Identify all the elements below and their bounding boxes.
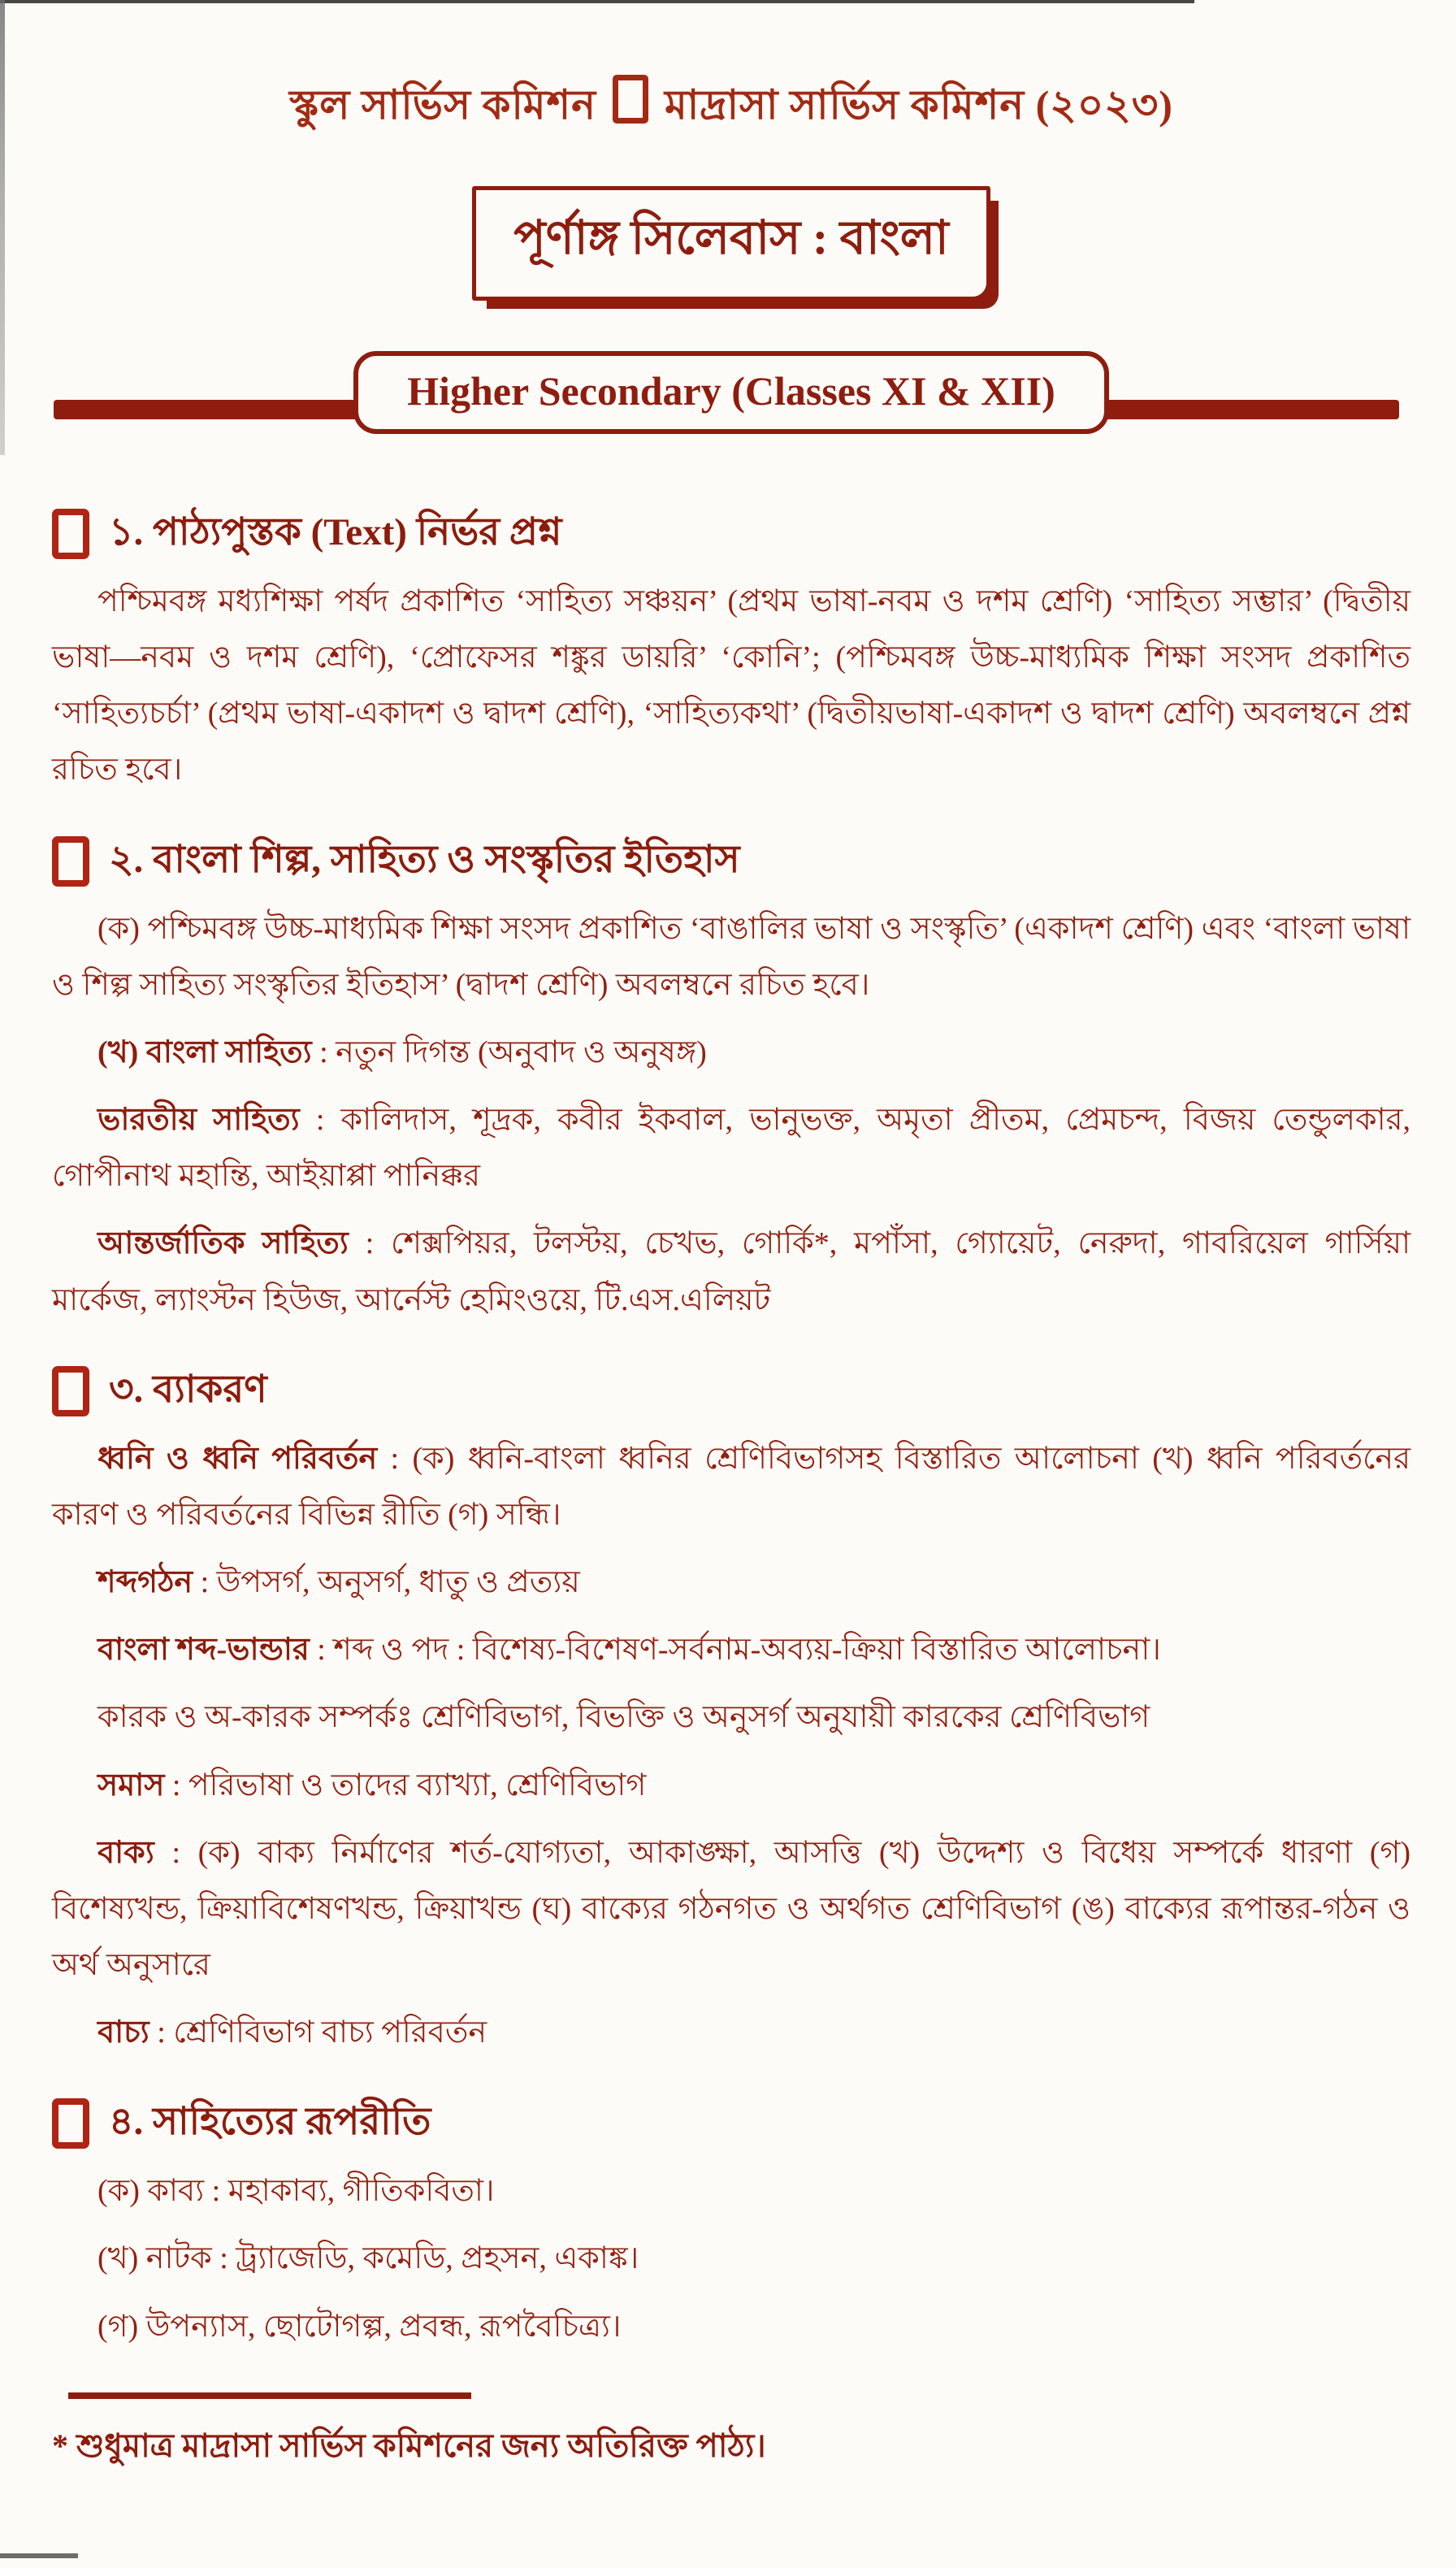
level-banner bbox=[353, 351, 1109, 434]
paragraph-text: কারক ও অ-কারক সম্পর্কঃ শ্রেণিবিভাগ, বিভক্তি ও অনুসর্গ অনুযায়ী কারকের শ্রেণিবিভাগ bbox=[98, 1700, 1150, 1735]
paragraph bbox=[52, 2163, 1410, 2219]
paragraph-text: : পরিভাষা ও তাদের ব্যাখ্যা, শ্রেণিবিভাগ bbox=[164, 1768, 647, 1802]
section-bullet-icon bbox=[52, 836, 89, 887]
paragraph-text: : (ক) বাক্য নির্মাণের শর্ত-যোগ্যতা, আকাঙ্ক্ষা, আসত্তি (খ) উদ্দেশ্য ও বিধেয় সম্পর্কে ধারণা (গ) বিশেষ্যখন্ড, ক্রিয়াবিশেষণখন্ড, ক্রিয়াখন্ড (ঘ) বাক্যের গঠনগত ও অর্থগত শ্রেণিবিভাগ (ঙ) বাক্যের রূপান্তর-গঠন ও অর্থ অনুসারে bbox=[52, 1835, 1410, 1982]
level-banner-label: Higher Secondary (Classes XI & XII) bbox=[407, 368, 1055, 414]
paragraph-text: : (ক) ধ্বনি-বাংলা ধ্বনির শ্রেণিবিভাগসহ বিস্তারিত আলোচনা (খ) ধ্বনি পরিবর্তনের কারণ ও পরিবর্তনের বিভিন্ন রীতি (গ) সন্ধি। bbox=[52, 1441, 1410, 1532]
paragraph bbox=[52, 1690, 1410, 1746]
paragraph bbox=[52, 2231, 1410, 2287]
section-heading bbox=[52, 830, 1410, 893]
paragraph-lead: বাংলা শব্দ-ভান্ডার bbox=[98, 1633, 310, 1668]
section-heading-label: ২. বাংলা শিল্প, সাহিত্য ও সংস্কৃতির ইতিহাস bbox=[109, 838, 740, 881]
paragraph-lead: সমাস bbox=[98, 1768, 165, 1802]
section-bullet-icon bbox=[52, 2098, 89, 2149]
scan-edge-top bbox=[0, 0, 1194, 3]
paragraph-text: : নতুন দিগন্ত (অনুবাদ ও অনুষঙ্গ) bbox=[311, 1035, 707, 1069]
paragraph-text: (খ) নাটক : ট্র্যাজেডি, কমেডি, প্রহসন, একাঙ্ক। bbox=[98, 2241, 639, 2276]
title-text-left: স্কুল সার্ভিস কমিশন bbox=[289, 82, 596, 128]
paragraph-text: : উপসর্গ, অনুসর্গ, ধাতু ও প্রত্যয় bbox=[193, 1565, 580, 1600]
paragraph bbox=[52, 1431, 1410, 1543]
square-bullet-icon bbox=[613, 75, 648, 124]
section bbox=[52, 502, 1410, 799]
footnote-text: * শুধুমাত্র মাদ্রাসা সার্ভিস কমিশনের জন্য অতিরিক্ত পাঠ্য। bbox=[52, 2427, 766, 2464]
scan-mark-bottom bbox=[0, 2553, 78, 2558]
paragraph-lead: (খ) বাংলা সাহিত্য bbox=[98, 1035, 312, 1069]
section-paragraphs bbox=[52, 901, 1410, 1329]
paragraph bbox=[52, 2299, 1410, 2355]
title-text-right: মাদ্রাসা সার্ভিস কমিশন (২০২৩) bbox=[664, 82, 1173, 128]
paragraph-lead: ভারতীয় সাহিত্য bbox=[98, 1103, 300, 1138]
section-heading-label: ৩. ব্যাকরণ bbox=[109, 1368, 267, 1411]
footnote-rule bbox=[68, 2392, 471, 2399]
paragraph bbox=[52, 574, 1410, 799]
paragraph-lead: বাক্য bbox=[98, 1835, 154, 1870]
section-bullet-icon bbox=[52, 509, 89, 559]
paragraph bbox=[52, 1622, 1410, 1678]
paragraph bbox=[52, 1555, 1410, 1611]
section-paragraphs bbox=[52, 2163, 1410, 2354]
paragraph bbox=[52, 1092, 1410, 1204]
paragraph-text: : কালিদাস, শূদ্রক, কবীর ইকবাল, ভানুভক্ত, অমৃতা প্রীতম, প্রেমচন্দ, বিজয় তেন্ডুলকার, গোপীনাথ মহান্তি, আইয়াপ্পা পানিক্কর bbox=[52, 1103, 1410, 1194]
section-heading bbox=[52, 1360, 1410, 1423]
section bbox=[52, 830, 1410, 1329]
paragraph bbox=[52, 2005, 1410, 2061]
paragraph bbox=[52, 901, 1410, 1013]
paragraph bbox=[52, 1825, 1410, 1993]
section-heading-label: ৪. সাহিত্যের রূপরীতি bbox=[109, 2101, 431, 2144]
section bbox=[52, 2092, 1410, 2354]
footnote-block bbox=[52, 2392, 1410, 2475]
syllabus-title-box bbox=[472, 186, 990, 301]
paragraph-text: (ক) পশ্চিমবঙ্গ উচ্চ-মাধ্যমিক শিক্ষা সংসদ প্রকাশিত ‘বাঙালির ভাষা ও সংস্কৃতি’ (একাদশ শ্রেণি) এবং ‘বাংলা ভাষা ও শিল্প সাহিত্য সংস্কৃতির ইতিহাস’ (দ্বাদশ শ্রেণি) অবলম্বনে রচিত হবে। bbox=[52, 911, 1410, 1002]
page-title bbox=[52, 75, 1410, 142]
paragraph bbox=[52, 1216, 1410, 1328]
paragraph-text: পশ্চিমবঙ্গ মধ্যশিক্ষা পর্ষদ প্রকাশিত ‘সাহিত্য সঞ্চয়ন’ (প্রথম ভাষা-নবম ও দশম শ্রেণি) ‘সাহিত্য সম্ভার’ (দ্বিতীয় ভাষা—নবম ও দশম শ্রেণি), ‘প্রোফেসর শঙ্কুর ডায়রি’ ‘কোনি’; (পশ্চিমবঙ্গ উচ্চ-মাধ্যমিক শিক্ষা সংসদ প্রকাশিত ‘সাহিত্যচর্চা’ (প্রথম ভাষা-একাদশ ও দ্বাদশ শ্রেণি), ‘সাহিত্যকথা’ (দ্বিতীয়ভাষা-একাদশ ও দ্বাদশ শ্রেণি) অবলম্বনে প্রশ্ন রচিত হবে। bbox=[52, 584, 1410, 787]
section-heading-label: ১. পাঠ্যপুস্তক (Text) নির্ভর প্রশ্ন bbox=[109, 511, 562, 553]
paragraph-text: (ক) কাব্য : মহাকাব্য, গীতিকবিতা। bbox=[98, 2174, 495, 2209]
paragraph-lead: শব্দগঠন bbox=[98, 1565, 193, 1600]
syllabus-title-label: পূর্ণাঙ্গ সিলেবাস : বাংলা bbox=[514, 211, 949, 264]
paragraph-lead: আন্তর্জাতিক সাহিত্য bbox=[98, 1226, 349, 1261]
paragraph bbox=[52, 1025, 1410, 1081]
level-banner-row bbox=[52, 351, 1410, 471]
section-bullet-icon bbox=[52, 1366, 89, 1416]
section-paragraphs bbox=[52, 1431, 1410, 2062]
paragraph bbox=[52, 1758, 1410, 1814]
paragraph-text: : শব্দ ও পদ : বিশেষ্য-বিশেষণ-সর্বনাম-অব্যয়-ক্রিয়া বিস্তারিত আলোচনা। bbox=[309, 1633, 1161, 1668]
paragraph-lead: বাচ্য bbox=[98, 2015, 150, 2050]
section bbox=[52, 1360, 1410, 2062]
sections-container bbox=[52, 502, 1410, 2355]
paragraph-lead: ধ্বনি ও ধ্বনি পরিবর্তন bbox=[98, 1441, 378, 1476]
paragraph-text: (গ) উপন্যাস, ছোটোগল্প, প্রবন্ধ, রূপবৈচিত্র্য। bbox=[98, 2309, 622, 2344]
section-heading bbox=[52, 502, 1410, 566]
scan-edge-left bbox=[0, 0, 5, 455]
paragraph-text: : শেক্সপিয়র, টলস্টয়, চেখভ, গোর্কি*, মপাঁসা, গ্যোয়েট, নেরুদা, গাবরিয়েল গার্সিয়া মার্কেজ, ল্যাংস্টন হিউজ, আর্নেস্ট হেমিংওয়ে, টি.এস.এলিয়ট bbox=[52, 1226, 1410, 1317]
section-paragraphs bbox=[52, 574, 1410, 799]
paragraph-text: : শ্রেণিবিভাগ বাচ্য পরিবর্তন bbox=[149, 2015, 488, 2050]
section-heading bbox=[52, 2092, 1410, 2155]
